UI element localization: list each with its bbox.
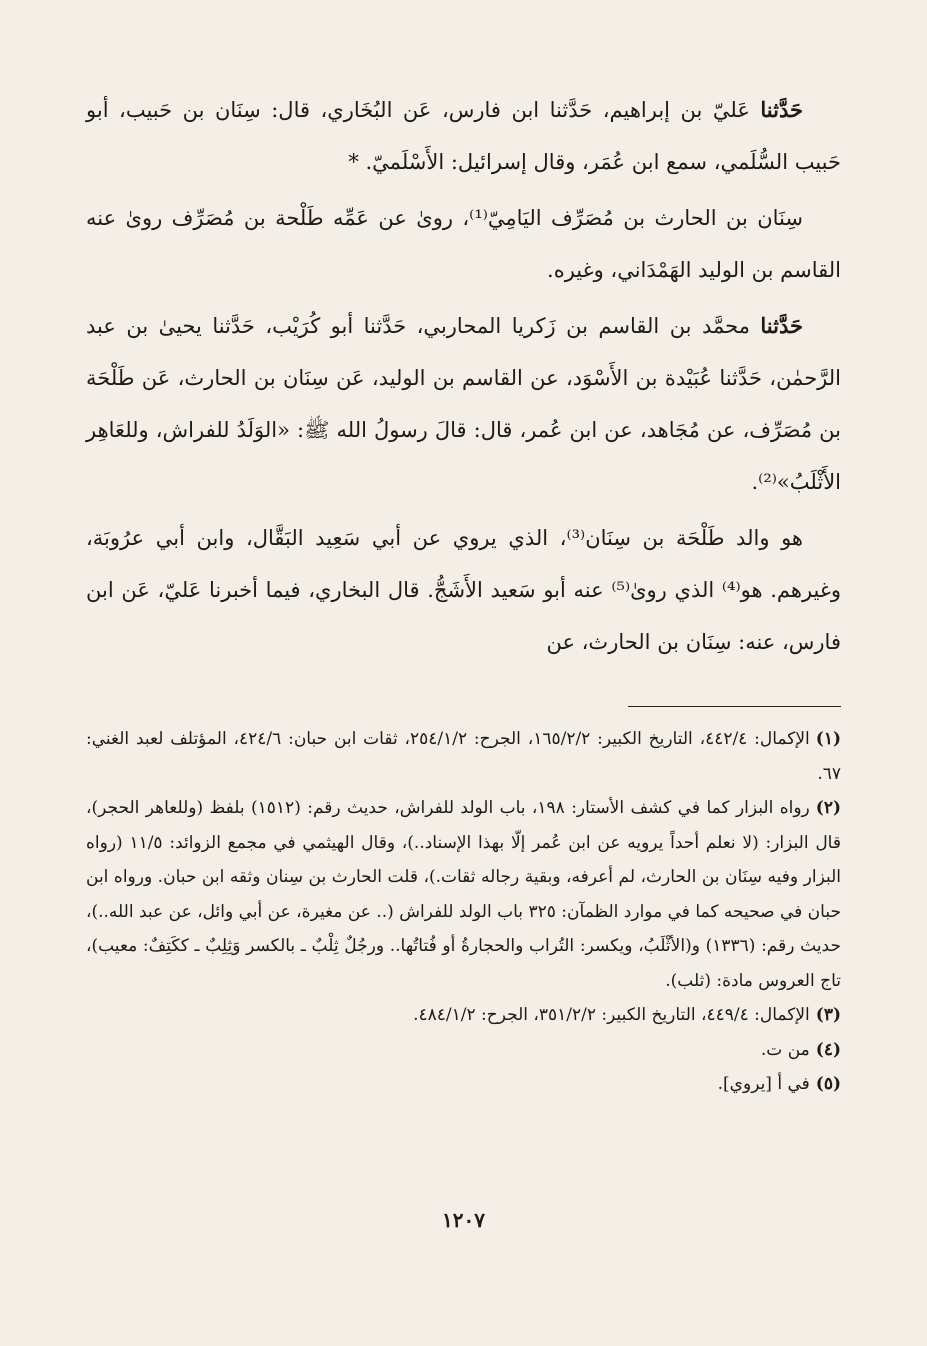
paragraph	[86, 84, 841, 188]
footnote	[86, 722, 841, 791]
paragraph	[86, 300, 841, 508]
paragraph-text: محمَّد بن القاسم بن زَكريا المحاربي، حَدَّثنا أبو كُرَيْب، حَدَّثنا يحيىٰ بن عبد الرَّحمٰن، حَدَّثنا عُبَيْدة بن الأَسْوَد، عن القاسم بن الوليد، عَن سِنَان بن الحارث، عَن طَلْحَة بن مُصَرِّف، عن مُجَاهد، عن ابن عُمر، قال: قالَ رسولُ الله ﷺ: «الوَلَدُ للفراش، وللعَاهِر الأَثْلَبُ»⁽²⁾.	[86, 314, 841, 494]
footnote	[86, 1067, 841, 1102]
footnote-text: الإكمال: ٤٤٢/٤، التاريخ الكبير: ١٦٥/٢/٢، الجرح: ٢٥٤/١/٢، ثقات ابن حبان: ٤٢٤/٦، المؤتلف لعبد الغني: ٦٧.	[86, 729, 841, 784]
footnote-number: (٣)	[815, 1005, 841, 1025]
footnote-number: (١)	[815, 729, 841, 749]
footnote-text: رواه البزار كما في كشف الأستار: ١٩٨، باب الولد للفراش، حديث رقم: (١٥١٢) بلفظ (وللعاهر الحجر)، قال البزار: (لا نعلم أحداً يرويه عن ابن عُمر إلّا بهذا الإسناد..)، وقال الهيثمي في مجمع الزوائد: ١١/٥ (رواه البزار وفيه سِنَان بن الحارث، لم أعرفه، وبقية رجاله ثقات.)، قلت الحارث بن سِنان وثقه ابن حبان. ورواه ابن حبان في صحيحه كما في موارد الظمآن: ٣٢٥ باب الولد للفراش (.. عن مغيرة، عن أبي وائل، عن عبد الله..)، حديث رقم: (١٣٣٦) و(الأثْلَبُ، ويكسر: التُراب والحجارةُ أو فُتاتُها.. ورجُلٌ ثِلْبٌ ـ بالكسر وَثِلِبٌ ـ ككَتِفٌ: معيب)، تاج العروس مادة: (ثلب).	[86, 798, 841, 991]
paragraph	[86, 192, 841, 296]
paragraph-text: هو والد طَلْحَة بن سِنَان⁽³⁾، الذي يروي عن أبي سَعِيد البَقَّال، وابن أبي عرُوبَة، وغيرهم. هو⁽⁴⁾ الذي روىٰ⁽⁵⁾ عنه أبو سَعيد الأَشَجُّ. قال البخاري، فيما أخبرنا عَليّ، عَن ابن فارس، عنه: سِنَان بن الحارث، عن	[86, 526, 842, 654]
paragraph-lead: حَدَّثنا	[760, 313, 803, 338]
footnote-number: (٢)	[815, 798, 841, 818]
footnotes	[86, 722, 841, 1102]
footnote-text: الإكمال: ٤٤٩/٤، التاريخ الكبير: ٣٥١/٢/٢، الجرح: ٤٨٤/١/٢.	[413, 1005, 810, 1025]
footnote-number: (٤)	[815, 1039, 841, 1060]
footnote	[86, 791, 841, 998]
paragraph-lead: حَدَّثنا	[760, 97, 803, 122]
footnote-separator	[628, 706, 841, 707]
page-number: ١٢٠٧	[442, 1208, 485, 1232]
paragraph-text: عَليّ بن إبراهيم، حَدَّثنا ابن فارس، عَن البُخَاري، قال: سِنَان بن حَبيب، أبو حَبيب السُّلَمي، سمع ابن عُمَر، وقال إسرائيل: الأَسْلَميّ. *	[86, 98, 841, 174]
main-text	[86, 84, 841, 668]
footnote-number: (٥)	[815, 1074, 841, 1094]
footnote	[86, 1033, 841, 1068]
footnote-text: في أ [يروي].	[717, 1074, 810, 1094]
paragraph	[86, 512, 841, 668]
footnote	[86, 998, 841, 1033]
footnote-text: من ت.	[760, 1039, 810, 1060]
paragraph-text: سِنَان بن الحارث بن مُصَرِّف اليَامِيّ⁽¹⁾، روىٰ عن عَمِّه طَلْحة بن مُصَرِّف روىٰ عنه القاسم بن الوليد الهَمْدَاني، وغيره.	[86, 206, 841, 282]
